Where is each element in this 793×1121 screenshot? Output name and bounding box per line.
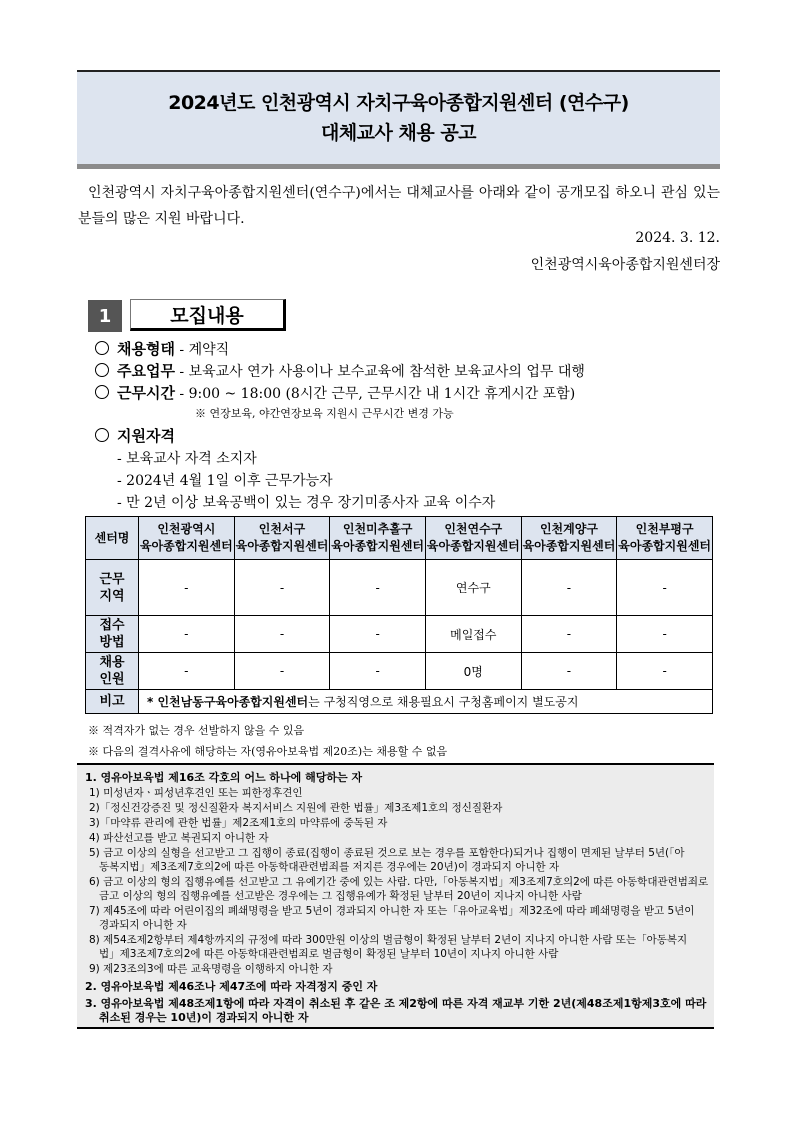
table-header-cell: 인천연수구 육아종합지원센터: [425, 517, 521, 560]
table-header-cell: 인천계양구 육아종합지원센터: [521, 517, 617, 560]
dq-line: 금고 이상의 형의 집행유예를 선고받은 경우에는 그 집행유예가 확정된 날부터 20년이 지나지 아니한 사람: [99, 890, 582, 902]
table-cell: -: [234, 616, 330, 653]
remark-text: 는 구청직영으로 채용필요시 구청홈페이지 별도공지: [308, 695, 579, 709]
table-cell: -: [330, 653, 426, 690]
table-header-cell: 인천광역시 육아종합지원센터: [139, 517, 235, 560]
table-header-cell: 인천미추홀구 육아종합지원센터: [330, 517, 426, 560]
hours-note: ※ 연장보육, 야간연장보육 지원시 근무시간 변경 가능: [195, 407, 454, 420]
table-cell: -: [617, 653, 713, 690]
table-cell: 0명: [425, 653, 521, 690]
item-employment: [95, 338, 229, 359]
dq-line: 1) 미성년자ㆍ피성년후견인 또는 피한정후견인: [89, 787, 303, 799]
table-cell: -: [234, 560, 330, 616]
item-label: 채용형태: [117, 340, 175, 358]
item-value: - 보육교사 연가 사용이나 보수교육에 참석한 보육교사의 업무 대행: [174, 364, 585, 380]
qualification-item: - 만 2년 이상 보육공백이 있는 경우 장기미종사자 교육 이수자: [117, 495, 496, 511]
dq-heading-1: 1. 영유아보육법 제16조 각호의 어느 하나에 해당하는 자: [85, 771, 363, 784]
dq-line: 5) 금고 이상의 실형을 선고받고 그 집행이 종료(집행이 종료된 것으로 보는 경우를 포함한다)되거나 집행이 면제된 날부터 5년(「아: [89, 847, 685, 859]
page-title: 2024년도 인천광역시 자치구육아종합지원센터 (연수구): [168, 92, 629, 114]
circle-bullet-icon: [95, 385, 109, 399]
table-cell: 메일접수: [425, 616, 521, 653]
dq-heading-3: 3. 영유아보육법 제48조제1항에 따라 자격이 취소된 후 같은 조 제2항에 따른 자격 재교부 기한 2년(제48조제1항제3호에 따라: [85, 997, 707, 1010]
item-value: - 9:00 ~ 18:00 (8시간 근무, 근무시간 내 1시간 휴게시간 포함): [174, 386, 576, 402]
item-label: 지원자격: [117, 427, 175, 445]
table-header-row: [86, 517, 713, 560]
recruitment-table: [85, 516, 713, 714]
dq-line: 7) 제45조에 따라 어린이집의 폐쇄명령을 받고 5년이 경과되지 아니한 자 또는「유아교육법」제32조에 따라 폐쇄명령을 받고 5년이: [89, 905, 695, 917]
table-remark-row: [86, 690, 713, 714]
table-row: [86, 560, 713, 616]
table-cell: -: [234, 653, 330, 690]
table-cell: -: [330, 616, 426, 653]
announcement-date: 2024. 3. 12.: [635, 230, 720, 246]
qualification-item: - 보육교사 자격 소지자: [117, 451, 257, 467]
intro-text: 인천광역시 자치구육아종합지원센터(연수구)에서는 대체교사를 아래와 같이 공개모집 하오니 관심 있는 분들의 많은 지원 바랍니다.: [78, 185, 720, 227]
dq-line: 2)「정신건강증진 및 정신질환자 복지서비스 지원에 관한 법률」제3조제1호의 정신질환자: [89, 802, 503, 814]
qualification-item: - 2024년 4월 1일 이후 근무가능자: [117, 473, 333, 489]
dq-line: 경과되지 아니한 자: [99, 919, 187, 931]
row-header-cell: 채용 인원: [86, 653, 139, 690]
remark-bold: * 인천남동구육아종합지원센터: [147, 695, 309, 709]
dq-line: 4) 파산선고를 받고 복권되지 아니한 자: [89, 832, 269, 844]
page-subtitle: 대체교사 채용 공고: [320, 122, 477, 144]
circle-bullet-icon: [95, 341, 109, 355]
dq-heading-2: 2. 영유아보육법 제46조나 제47조에 따라 자격정지 중인 자: [85, 980, 378, 993]
table-cell: -: [521, 560, 617, 616]
dq-line: 동복지법」제3조제7호의2에 따른 아동학대관련범죄를 저지른 경우에는 20년)이 경과되지 아니한 자: [99, 861, 560, 873]
item-label: 주요업무: [117, 362, 175, 380]
section-title: 모집내용: [130, 299, 286, 331]
item-label: 근무시간: [117, 384, 175, 402]
note-line: ※ 적격자가 없는 경우 선발하지 않을 수 있음: [88, 724, 305, 737]
title-box: [77, 70, 720, 169]
table-cell: -: [521, 653, 617, 690]
remark-cell: [139, 690, 713, 714]
announcement-signer: 인천광역시육아종합지원센터장: [530, 257, 720, 273]
table-corner-cell: 센터명: [86, 517, 139, 560]
table-cell: -: [139, 560, 235, 616]
table-row: [86, 616, 713, 653]
table-cell: 연수구: [425, 560, 521, 616]
item-hours: [95, 382, 575, 403]
table-row: [86, 653, 713, 690]
table-header-cell: 인천서구 육아종합지원센터: [234, 517, 330, 560]
table-cell: -: [617, 616, 713, 653]
dq-line: 6) 금고 이상의 형의 집행유예를 선고받고 그 유예기간 중에 있는 사람. 다만,「아동복지법」제3조제7호의2에 따른 아동학대관련범죄로: [89, 876, 709, 888]
table-cell: -: [139, 653, 235, 690]
dq-line: 3)「마약류 관리에 관한 법률」제2조제1호의 마약류에 중독된 자: [89, 817, 388, 829]
row-header-cell: 근무 지역: [86, 560, 139, 616]
disqualification-box: [77, 763, 714, 1029]
dq-line: 8) 제54조제2항부터 제4항까지의 규정에 따라 300만원 이상의 벌금형이 확정된 날부터 2년이 지나지 아니한 사람 또는「아동복지: [89, 934, 688, 946]
table-cell: -: [330, 560, 426, 616]
item-value: - 계약직: [174, 342, 230, 358]
table-cell: -: [521, 616, 617, 653]
item-duty: [95, 360, 585, 381]
circle-bullet-icon: [95, 363, 109, 377]
table-cell: -: [139, 616, 235, 653]
dq-line: 9) 제23조의3에 따른 교육명령을 이행하지 아니한 자: [89, 963, 333, 975]
circle-bullet-icon: [95, 428, 109, 442]
note-line: ※ 다음의 결격사유에 해당하는 자(영유아보육법 제20조)는 채용할 수 없음: [88, 745, 448, 758]
item-qualification: [95, 425, 175, 446]
remark-header-cell: 비고: [86, 690, 139, 714]
dq-heading-3-cont: 취소된 경우는 10년)이 경과되지 아니한 자: [99, 1011, 309, 1024]
row-header-cell: 접수 방법: [86, 616, 139, 653]
table-cell: -: [617, 560, 713, 616]
dq-line: 법」제3조제7호의2에 따른 아동학대관련범죄로 벌금형이 확정된 날부터 10년이 지나지 아니한 사람: [99, 948, 559, 960]
intro-paragraph: [78, 180, 720, 232]
section-number: 1: [88, 300, 122, 332]
table-header-cell: 인천부평구 육아종합지원센터: [617, 517, 713, 560]
